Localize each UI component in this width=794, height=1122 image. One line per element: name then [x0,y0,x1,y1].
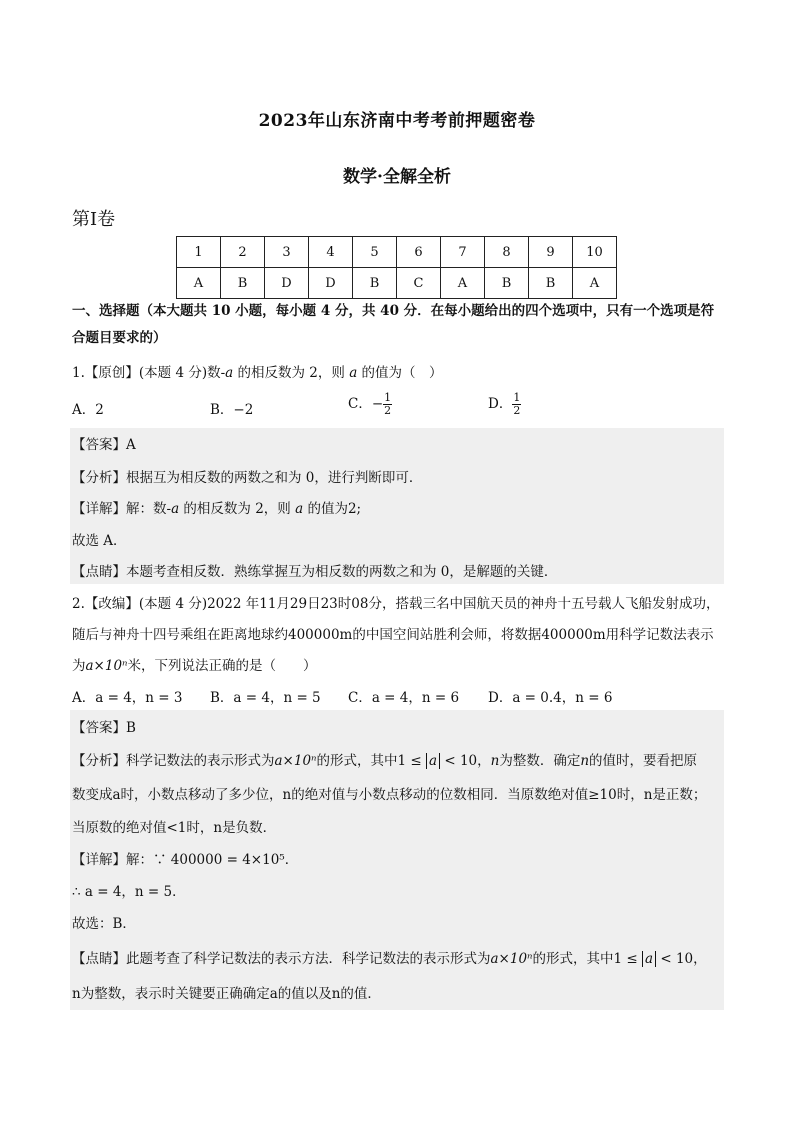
table-cell: 1 [177,237,221,268]
q2-stem-line1: 2.【改编】(本题 4 分)2022 年11月29日23时08分，搭载三名中国航天员的神舟十五号载人飞船发射成功， [72,596,720,612]
q2-option-a: A．a = 4，n = 3 [72,690,183,706]
q2-analysis-var: n [580,753,590,769]
fraction-denominator: 2 [384,404,392,417]
q2-analysis-var: n [490,753,500,769]
q2-analysis-expression: a×10ⁿ [274,753,317,769]
q2-stem-expression: a×10ⁿ [85,658,128,674]
section-heading-line1: 一、选择题（本大题共 10 小题，每小题 4 分，共 40 分．在每小题给出的四个选项中，只有一个选项是符 [72,303,715,319]
q2-comment-expression: a×10ⁿ [490,951,533,967]
q1-comment: 【点睛】本题考查相反数．熟练掌握互为相反数的两数之和为 0，是解题的关键． [72,564,558,580]
q2-option-b: B．a = 4，n = 5 [210,690,321,706]
table-cell: 3 [265,237,309,268]
q1-option-c-label: C．− [348,396,384,412]
q2-stem-line2: 随后与神舟十四号乘组在距离地球约400000m的中国空间站胜利会师，将数据400000m用科学记数法表示 [72,627,714,643]
fraction [383,392,392,417]
q2-analysis-line2: 数变成a时，小数点移动了多少位，n的绝对值与小数点移动的位数相同．当原数绝对值≥10时，n是正数； [72,787,707,803]
q2-analysis-line3: 当原数的绝对值<1时，n是负数． [72,820,277,836]
q2-analysis-text: < 10， [440,753,491,769]
q1-detail-text: 【详解】解：数- [72,501,172,517]
q2-stem-line3 [72,655,724,677]
q2-detail-line1: 【详解】解：∵ 400000 = 4×10⁵． [72,852,299,868]
table-cell: B [529,268,573,299]
q1-detail-var: a [171,501,180,517]
q1-choice: 故选 A． [72,533,127,549]
q2-analysis-text: 【分析】科学记数法的表示形式为 [72,753,275,769]
table-cell: D [309,268,353,299]
absolute-value: a [642,951,656,967]
q1-stem-text: 1.【原创】(本题 4 分)数- [72,365,226,381]
q1-option-a: A．2 [72,402,104,418]
section-heading-line2: 合题目要求的） [72,330,167,346]
q2-choice: 故选：B． [72,916,136,932]
answer-table-answer-row [177,268,617,299]
q2-comment-text: 的形式，其中1 ≤ [532,951,642,967]
q1-answer: 【答案】A [72,437,136,453]
q1-option-c [348,392,392,417]
q1-detail-text: 的值为2; [303,501,362,517]
document-title: 2023年山东济南中考考前押题密卷 [258,111,536,131]
q1-option-d [488,392,521,417]
fraction-numerator: 1 [384,391,392,404]
q2-comment-text: < 10， [656,951,707,967]
q1-option-d-label: D． [488,396,513,412]
q2-stem-text: 为 [72,658,86,674]
fraction [512,392,521,417]
absolute-value: a [426,753,440,769]
document-subtitle: 数学·全解全析 [343,167,451,187]
q1-option-b: B．−2 [210,402,254,418]
q2-comment-line1 [72,948,724,970]
q1-detail-var: a [295,501,304,517]
answer-table-number-row [177,237,617,268]
fraction-denominator: 2 [513,404,521,417]
q1-stem-var: a [225,365,234,381]
table-cell: 2 [221,237,265,268]
table-cell: 7 [441,237,485,268]
q2-analysis-line1 [72,750,724,772]
table-cell: 10 [573,237,617,268]
table-cell: 8 [485,237,529,268]
q2-detail-line2: ∴ a = 4，n = 5． [72,884,186,900]
q2-option-d: D．a = 0.4，n = 6 [488,690,613,706]
q1-detail-text: 的相反数为 2，则 [179,501,296,517]
q1-analysis: 【分析】根据互为相反数的两数之和为 0，进行判断即可． [72,470,423,486]
table-cell: B [221,268,265,299]
table-cell: 5 [353,237,397,268]
table-cell: 4 [309,237,353,268]
table-cell: B [353,268,397,299]
table-cell: D [265,268,309,299]
table-cell: A [573,268,617,299]
q2-analysis-text: 的值时，要看把原 [589,753,698,769]
answer-table [176,236,617,299]
q2-comment-text: 【点睛】此题考查了科学记数法的表示方法．科学记数法的表示形式为 [72,951,491,967]
q2-comment-line2: n为整数，表示时关键要正确确定a的值以及n的值． [72,986,381,1002]
q2-analysis-text: 为整数．确定 [499,753,581,769]
q1-stem-text: 的相反数为 2，则 [233,365,350,381]
q1-stem-text: 的值为（ ） [357,365,443,381]
volume-label: 第Ⅰ卷 [72,209,116,230]
q1-detail [72,498,724,520]
fraction-numerator: 1 [513,391,521,404]
table-cell: 6 [397,237,441,268]
q2-stem-text: 米，下列说法正确的是（ ） [127,658,317,674]
table-cell: B [485,268,529,299]
table-cell: A [441,268,485,299]
table-cell: C [397,268,441,299]
q2-analysis-text: 的形式，其中1 ≤ [316,753,426,769]
table-cell: 9 [529,237,573,268]
q1-stem-var: a [349,365,358,381]
q2-answer: 【答案】B [72,720,136,736]
q2-option-c: C．a = 4，n = 6 [348,690,460,706]
q1-stem [72,362,724,384]
table-cell: A [177,268,221,299]
